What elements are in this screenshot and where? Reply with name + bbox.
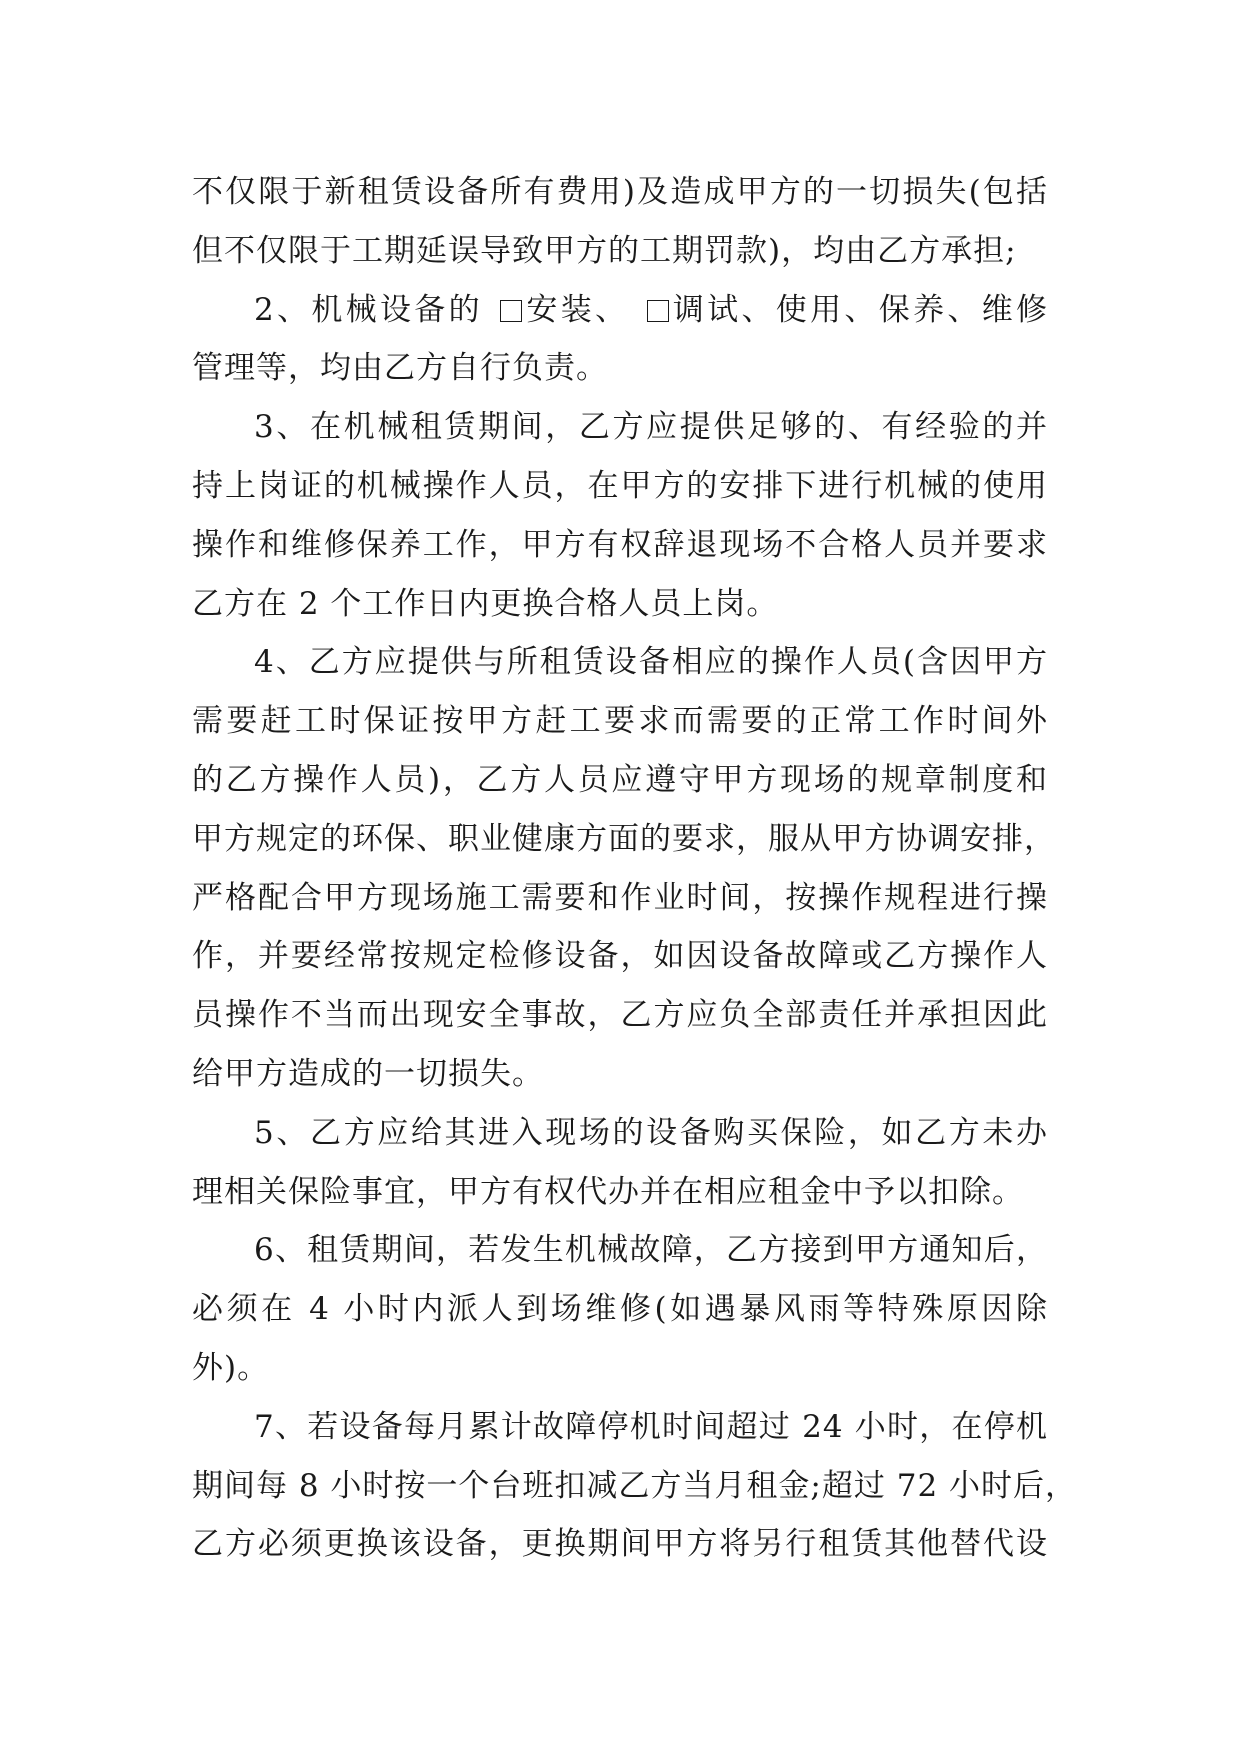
text-line: 乙方必须更换该设备，更换期间甲方将另行租赁其他替代设 — [192, 1526, 1048, 1563]
paragraph-clause-4 — [192, 633, 1056, 1103]
checkbox-debug[interactable] — [647, 300, 669, 322]
text-line: 作，并要经常按规定检修设备，如因设备故障或乙方操作人 — [192, 938, 1048, 975]
text-line: 管理等，均由乙方自行负责。 — [192, 350, 608, 387]
text-line: 员操作不当而出现安全事故，乙方应负全部责任并承担因此 — [192, 997, 1048, 1034]
text-line: 期间每 8 小时按一个台班扣减乙方当月租金;超过 72 小时后， — [192, 1467, 1078, 1504]
text-segment: 安装、 — [524, 291, 643, 328]
text-line: 但不仅限于工期延误导致甲方的工期罚款)，均由乙方承担; — [192, 232, 1017, 269]
text-line: 的乙方操作人员)，乙方人员应遵守甲方现场的规章制度和 — [192, 761, 1048, 798]
text-line: 严格配合甲方现场施工需要和作业时间，按操作规程进行操 — [192, 879, 1048, 916]
text-line: 操作和维修保养工作，甲方有权辞退现场不合格人员并要求 — [192, 526, 1048, 563]
paragraph-continuation — [192, 163, 1048, 281]
text-line: 甲方规定的环保、职业健康方面的要求，服从甲方协调安排， — [192, 820, 1056, 857]
text-line: 3、在机械租赁期间，乙方应提供足够的、有经验的并 — [254, 409, 1048, 446]
paragraph-clause-3 — [192, 398, 1048, 633]
text-line: 乙方在 2 个工作日内更换合格人员上岗。 — [192, 585, 779, 622]
text-line: 7、若设备每月累计故障停机时间超过 24 小时，在停机 — [254, 1408, 1048, 1445]
paragraph-clause-6 — [192, 1221, 1048, 1397]
text-line: 5、乙方应给其进入现场的设备购买保险，如乙方未办 — [254, 1114, 1048, 1151]
text-line: 持上岗证的机械操作人员，在甲方的安排下进行机械的使用 — [192, 467, 1048, 504]
text-line: 给甲方造成的一切损失。 — [192, 1055, 544, 1092]
text-line: 4、乙方应提供与所租赁设备相应的操作人员(含因甲方 — [254, 644, 1048, 681]
text-segment: 2、机械设备的 — [254, 291, 497, 328]
text-line: 需要赶工时保证按甲方赶工要求而需要的正常工作时间外 — [192, 703, 1048, 740]
checkbox-install[interactable] — [500, 300, 522, 322]
paragraph-clause-5 — [192, 1104, 1048, 1222]
document-body — [192, 163, 1078, 1574]
paragraph-clause-2 — [192, 281, 1048, 399]
text-segment: 调试、使用、保养、维修 — [670, 291, 1049, 328]
text-line — [192, 281, 1048, 340]
text-line: 不仅限于新租赁设备所有费用)及造成甲方的一切损失(包括 — [192, 174, 1048, 210]
paragraph-clause-7 — [192, 1398, 1078, 1574]
text-line: 理相关保险事宜，甲方有权代办并在相应租金中予以扣除。 — [192, 1173, 1024, 1210]
text-line: 必须在 4 小时内派人到场维修(如遇暴风雨等特殊原因除 — [192, 1291, 1048, 1328]
text-line: 6、租赁期间，若发生机械故障，乙方接到甲方通知后， — [254, 1232, 1048, 1269]
text-line: 外)。 — [192, 1349, 270, 1386]
